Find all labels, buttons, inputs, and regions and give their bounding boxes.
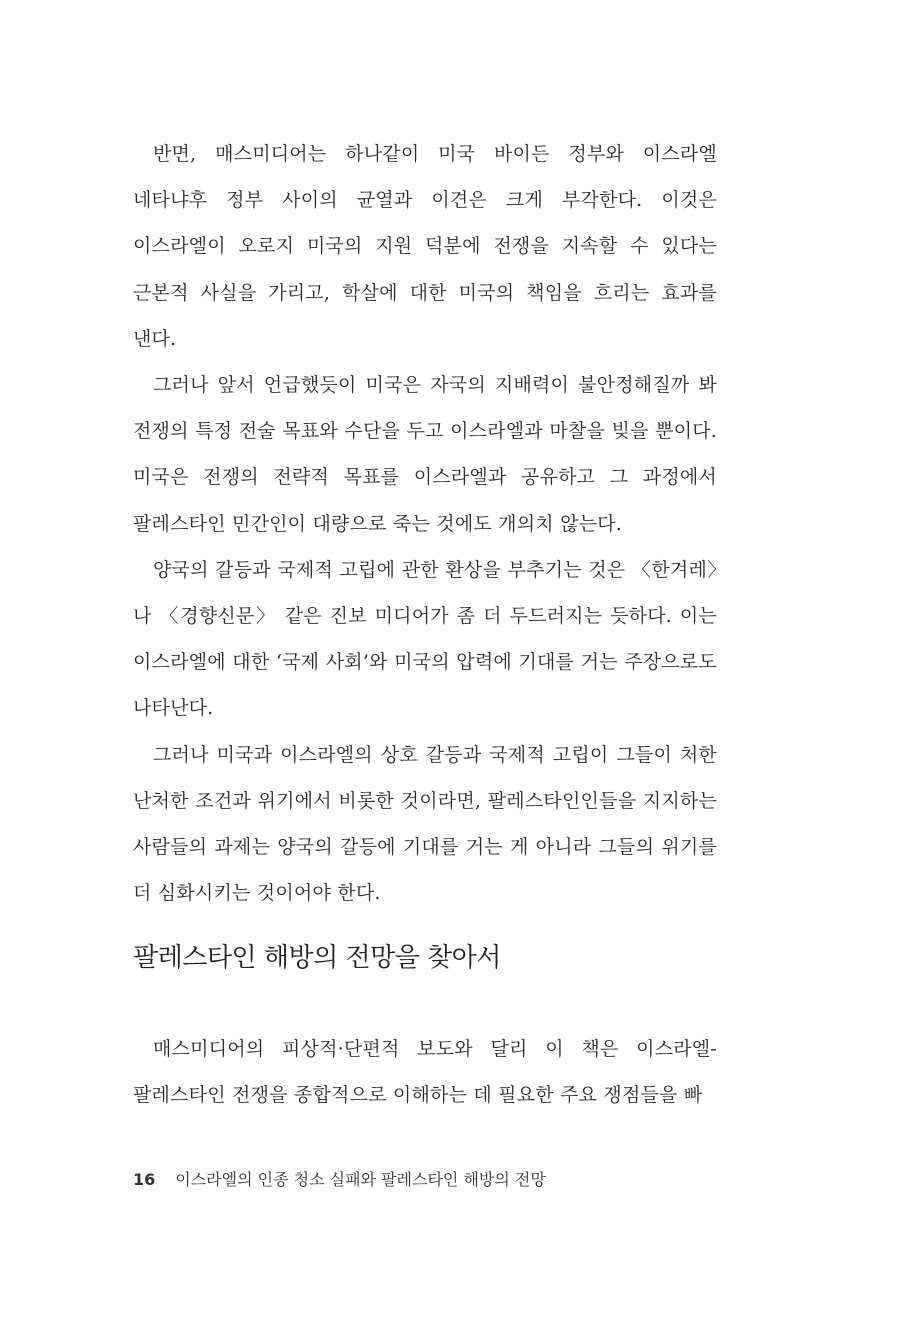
section-heading: 팔레스타인 해방의 전망을 찾아서 bbox=[133, 943, 501, 973]
paragraph: 양국의 갈등과 국제적 고립에 관한 환상을 부추기는 것은 〈한겨레〉나 〈경향신문〉 같은 진보 미디어가 좀 더 두드러지는 듯하다. 이는 이스라엘에 대한 ‘국제 사회’와 미국의 압력에 기대를 거는 주장으로도 나타난다. bbox=[133, 558, 717, 720]
body-text-block bbox=[133, 1026, 717, 1118]
running-title: 이스라엘의 인종 청소 실패와 팔레스타인 해방의 전망 bbox=[175, 1170, 546, 1189]
paragraph: 그러나 앞서 언급했듯이 미국은 자국의 지배력이 불안정해질까 봐 전쟁의 특정 전술 목표와 수단을 두고 이스라엘과 마찰을 빚을 뿐이다. 미국은 전쟁의 전략적 목표를 이스라엘과 공유하고 그 과정에서 팔레스타인 민간인이 대량으로 죽는 것에도 개의치 않는다. bbox=[133, 374, 717, 535]
body-text-block bbox=[133, 131, 717, 916]
paragraph: 그러나 미국과 이스라엘의 상호 갈등과 국제적 고립이 그들이 처한 난처한 조건과 위기에서 비롯한 것이라면, 팔레스타인인들을 지지하는 사람들의 과제는 양국의 갈등에 기대를 거는 게 아니라 그들의 위기를 더 심화시키는 것이어야 한다. bbox=[133, 743, 717, 905]
page-footer bbox=[133, 1167, 546, 1190]
paragraph: 반면, 매스미디어는 하나같이 미국 바이든 정부와 이스라엘 네타냐후 정부 사이의 균열과 이견은 크게 부각한다. 이것은 이스라엘이 오로지 미국의 지원 덕분에 전쟁을 지속할 수 있다는 근본적 사실을 가리고, 학살에 대한 미국의 책임을 흐리는 효과를 낸다. bbox=[133, 143, 717, 350]
page-number: 16 bbox=[133, 1170, 156, 1189]
paragraph: 매스미디어의 피상적·단편적 보도와 달리 이 책은 이스라엘-팔레스타인 전쟁을 종합적으로 이해하는 데 필요한 주요 쟁점들을 빠 bbox=[133, 1038, 717, 1107]
